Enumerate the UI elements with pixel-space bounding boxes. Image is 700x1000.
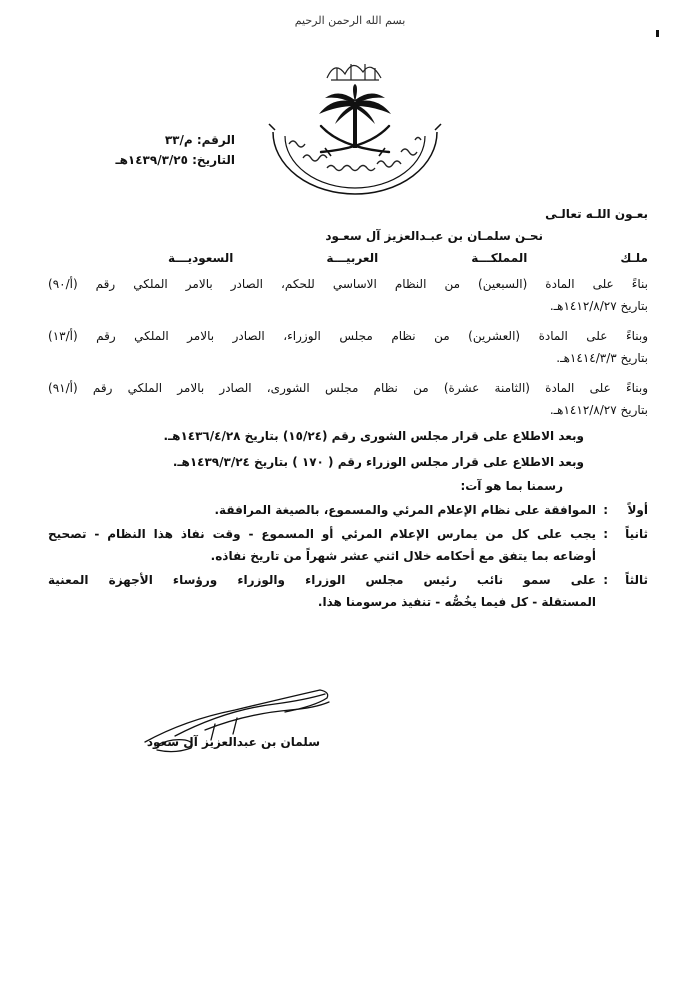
article-2 [48,523,648,567]
article-2-number: ثانياً [625,527,648,541]
article-1 [48,499,648,521]
preamble-3-line-1: وبناءً على المادة (الثامنة عشرة) من نظام مجلس الشورى، الصادر بالامر الملكي رقم (أ/٩١) [48,381,648,395]
review-shura: وبعد الاطلاع على قرار مجلس الشورى رقم (١٥/٢٤) بتاريخ ١٤٣٦/٤/٢٨هـ. [163,429,584,443]
article-3-colon: : [603,573,608,587]
opening-line-3: ملـك المملكـــة العربيـــة السعوديـــة [168,251,648,265]
review-cabinet: وبعد الاطلاع على قرار مجلس الوزراء رقم ( ١٧٠ ) بتاريخ ١٤٣٩/٣/٢٤هـ. [172,455,584,469]
decree-number: الرقم: م/٣٣ [164,133,235,147]
article-3-line-1: على سمو نائب رئيس مجلس الوزراء والوزراء ورؤساء الأجهزة المعنية [48,573,596,587]
preamble-2-line-1: وبناءً على المادة (العشرين) من نظام مجلس الوزراء، الصادر بالامر الملكي رقم (أ/١٣) [48,329,648,343]
preamble-1-line-2: بتاريخ ١٤١٢/٨/٢٧هـ. [549,299,648,313]
article-3 [48,569,648,613]
preamble-3 [48,377,648,421]
corner-mark [656,30,659,37]
article-3-text [48,569,596,613]
basmala: بسم الله الرحمن الرحيم [294,14,406,27]
preamble-2-line-2: بتاريخ ١٤١٤/٣/٣هـ. [556,351,648,365]
document-meta [95,130,235,170]
article-2-line-2: أوضاعه بما يتفق مع أحكامه خلال اثني عشر شهراً من تاريخ نفاذه. [210,549,596,563]
article-1-colon: : [603,503,608,517]
saudi-emblem-logo [255,40,455,210]
signer-name: سلمان بن عبدالعزيز آل سعود [146,735,320,749]
preamble-2 [48,325,648,369]
decree-intro: رسمنا بما هو آت: [460,479,563,493]
preamble-3-line-2: بتاريخ ١٤١٢/٨/٢٧هـ. [549,403,648,417]
decree-date: التاريخ: ١٤٣٩/٣/٢٥هـ [115,153,235,167]
decree-body [48,203,648,613]
article-1-text [48,499,596,521]
article-2-line-1: يجب على كل من يمارس الإعلام المرئي أو المسموع - وقت نفاذ هذا النظام - تصحيح [48,527,596,541]
article-2-colon: : [603,527,608,541]
article-1-line-1: الموافقة على نظام الإعلام المرئي والمسموع، بالصيغة المرافقة. [214,503,596,517]
article-3-number: ثالثاً [625,573,648,587]
preamble-1 [48,273,648,317]
preamble-1-line-1: بناءً على المادة (السبعين) من النظام الاساسي للحكم، الصادر بالامر الملكي رقم (أ/٩٠) [48,277,648,291]
opening-line-1: بعـون اللـه تعالـى [545,207,648,221]
article-1-number: أولاً [627,503,648,517]
opening-line-2: نحـن سلمـان بن عبـدالعزيز آل سعـود [325,229,543,243]
article-2-text [48,523,596,567]
article-3-line-2: المستقلة - كل فيما يخُصُّه - تنفيذ مرسومنا هذا. [317,595,596,609]
